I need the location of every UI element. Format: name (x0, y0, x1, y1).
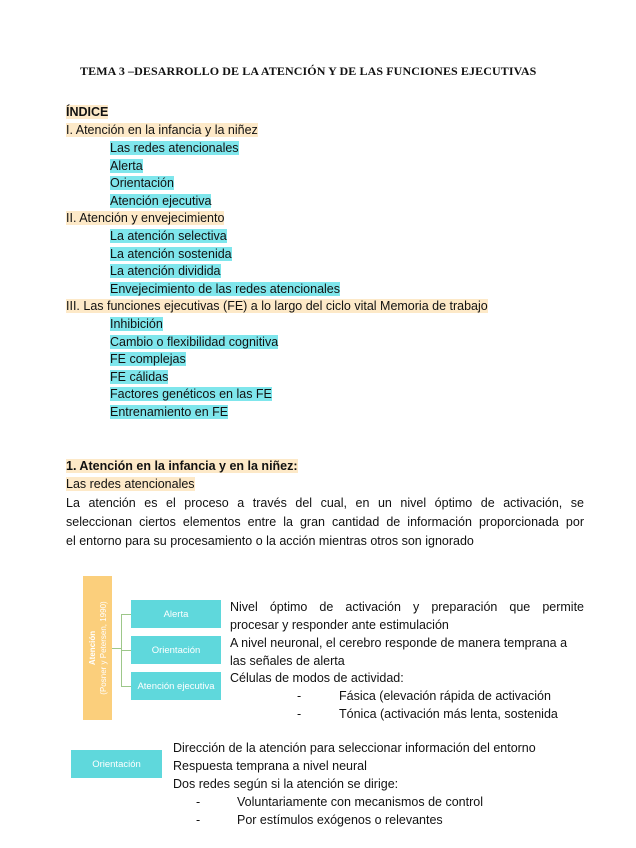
attention-vertical-box (83, 576, 112, 720)
bullet-dash: - (297, 689, 302, 703)
index-heading: ÍNDICE (66, 105, 109, 119)
bullet-text: Fásica (elevación rápida de activación (339, 689, 551, 703)
orientacion-box-2: Orientación (71, 750, 162, 778)
diagram-1-text-line: A nivel neuronal, el cerebro responde de manera temprana a (230, 636, 568, 650)
index-item: La atención sostenida (110, 246, 232, 261)
index-item: Factores genéticos en las FE (110, 387, 272, 401)
section-1-subheading: Las redes atencionales (66, 477, 195, 491)
connector-line (121, 686, 131, 687)
bullet-dash: - (196, 813, 201, 827)
index-item: Alerta (110, 158, 143, 173)
index-item: La atención dividida (110, 264, 221, 278)
attention-vertical-label: Atención (Posner y Petersen, 1990) (87, 601, 108, 695)
section-1-paragraph (66, 494, 584, 551)
diagram-1-text-line: Células de modos de actividad: (230, 671, 404, 685)
orientacion-box: Orientación (131, 636, 221, 664)
index-item: FE complejas (110, 352, 186, 366)
paragraph-line: el entorno para su procesamiento o la acción mientras otros son ignorado (66, 534, 474, 548)
diagram-1-text-line: procesar y responder ante estimulación (230, 618, 449, 632)
connector-line (121, 650, 131, 651)
section-1-heading: 1. Atención en la infancia y en la niñez: (66, 459, 298, 473)
index-section-2: II. Atención y envejecimiento (66, 211, 225, 225)
index-item: FE cálidas (110, 369, 169, 384)
index-section-3: III. Las funciones ejecutivas (FE) a lo largo del ciclo vital Memoria de trabajo (66, 299, 488, 313)
diagram-2-text-line: Dos redes según si la atención se dirige: (173, 777, 399, 791)
paragraph-line: seleccionan ciertos elementos entre la gran cantidad de información proporcionada por (66, 515, 584, 529)
bullet-text: Tónica (activación más lenta, sostenida (339, 707, 558, 721)
index-item: Inhibición (110, 317, 163, 331)
index-item: La atención selectiva (110, 229, 227, 243)
bullet-text: Por estímulos exógenos o relevantes (237, 813, 443, 827)
document-title: TEMA 3 –DESARROLLO DE LA ATENCIÓN Y DE LAS FUNCIONES EJECUTIVAS (80, 64, 537, 78)
diagram-2-text-line: Respuesta temprana a nivel neural (173, 759, 367, 773)
bullet-dash: - (297, 707, 302, 721)
bullet-dash: - (196, 795, 201, 809)
connector-line (121, 614, 131, 615)
alerta-box: Alerta (131, 600, 221, 628)
index-section-1: I. Atención en la infancia y la niñez (66, 123, 258, 137)
index-item: Las redes atencionales (110, 141, 239, 155)
bullet-text: Voluntariamente con mecanismos de control (237, 795, 483, 809)
index-item: Atención ejecutiva (110, 193, 212, 208)
diagram-2-text-line: Dirección de la atención para seleccionar información del entorno (173, 741, 536, 755)
index-item: Entrenamiento en FE (110, 404, 229, 419)
index-item: Orientación (110, 176, 174, 190)
index-item: Cambio o flexibilidad cognitiva (110, 334, 279, 349)
diagram-1-text-line: Nivel óptimo de activación y preparación que permite (230, 600, 584, 614)
diagram-1-text-line: las señales de alerta (230, 654, 345, 668)
index-item: Envejecimiento de las redes atencionales (110, 281, 340, 296)
atencion-ejecutiva-box: Atención ejecutiva (131, 672, 221, 700)
paragraph-line: La atención es el proceso a través del cual, en un nivel óptimo de activación, se (66, 496, 584, 510)
